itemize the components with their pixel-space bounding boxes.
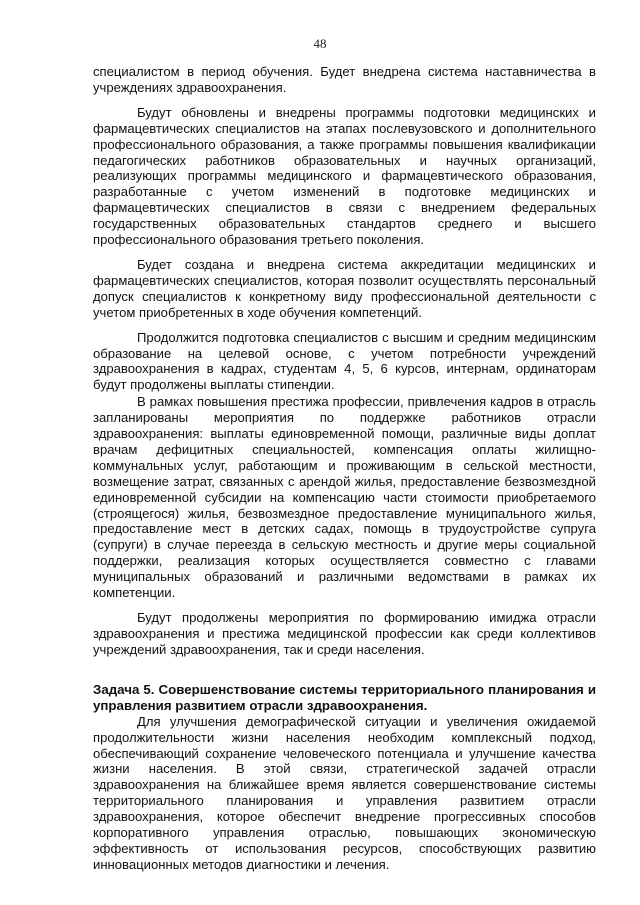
paragraph-territorial-planning: Для улучшения демографической ситуации и увеличения ожидаемой продолжительности жизни населения необходим комплексный подход, обеспечивающий сохранение человеческого потенциала и улучшение качества жизни населения. В этой связи, стратегической задачей отрасли здравоохранения на ближайшее время является совершенствование системы территориального планирования и управления развитием отрасли здравоохранения, которое обеспечит внедрение прогрессивных способов корпоративного управления отраслью, повышающих экономическую эффективность от использования ресурсов, способствующих развитию инновационных методов диагностики и лечения. [93, 713, 596, 872]
paragraph-training-programs: Будут обновлены и внедрены программы подготовки медицинских и фармацевтических специалистов на этапах послевузовского и дополнительного профессионального образования, а также программы повышения квалификации педагогических работников образовательных и научных организаций, реализующих программы медицинского и фармацевтического образования, разработанные с учетом изменений в подготовке медицинских и фармацевтических специалистов в связи с внедрением федеральных государственных образовательных стандартов среднего и высшего профессионального образования третьего поколения. [93, 104, 596, 248]
section-heading: Задача 5. Совершенствование системы территориального планирования и управления развитием отрасли здравоохранения. [93, 681, 596, 713]
document-body [93, 64, 596, 873]
page-number: 48 [313, 36, 327, 51]
paragraph-image-building: Будут продолжены мероприятия по формированию имиджа отрасли здравоохранения и престижа медицинской профессии как среди коллективов учреждений здравоохранения, так и среди населения. [93, 610, 596, 657]
paragraph-accreditation: Будет создана и внедрена система аккредитации медицинских и фармацевтических специалистов, которая позволит осуществлять персональный допуск специалистов к конкретному виду профессиональной деятельности с учетом приобретенных в ходе обучения компетенций. [93, 256, 596, 320]
paragraph-staff-support: В рамках повышения престижа профессии, привлечения кадров в отрасль запланированы мероприятия по поддержке работников отрасли здравоохранения: выплаты единовременной помощи, различные виды доплат врачам дефицитных специальностей, компенсация оплаты жилищно-коммунальных услуг, работающим и проживающим в сельской местности, возмещение затрат, связанных с арендой жилья, предоставление безвозмездной единовременной субсидии на компенсацию части стоимости приобретаемого (строящегося) жилья, безвозмездное предоставление муниципального жилья, предоставление мест в детских садах, помощь в трудоустройстве супруга (супруги) в случае переезда в сельскую местность и другие меры социальной поддержки, реализация которых осуществляется совместно с главами муниципальных образований и различными ведомствами в рамках их компетенции. [93, 394, 596, 601]
paragraph-targeted-training: Продолжится подготовка специалистов с высшим и средним медицинским образование на целевой основе, с учетом потребности учреждений здравоохранения в кадрах, студентам 4, 5, 6 курсов, интернам, ординаторам будут продолжены выплаты стипендии. [93, 329, 596, 393]
paragraph-continuation: специалистом в период обучения. Будет внедрена система наставничества в учреждениях здравоохранения. [93, 64, 596, 95]
